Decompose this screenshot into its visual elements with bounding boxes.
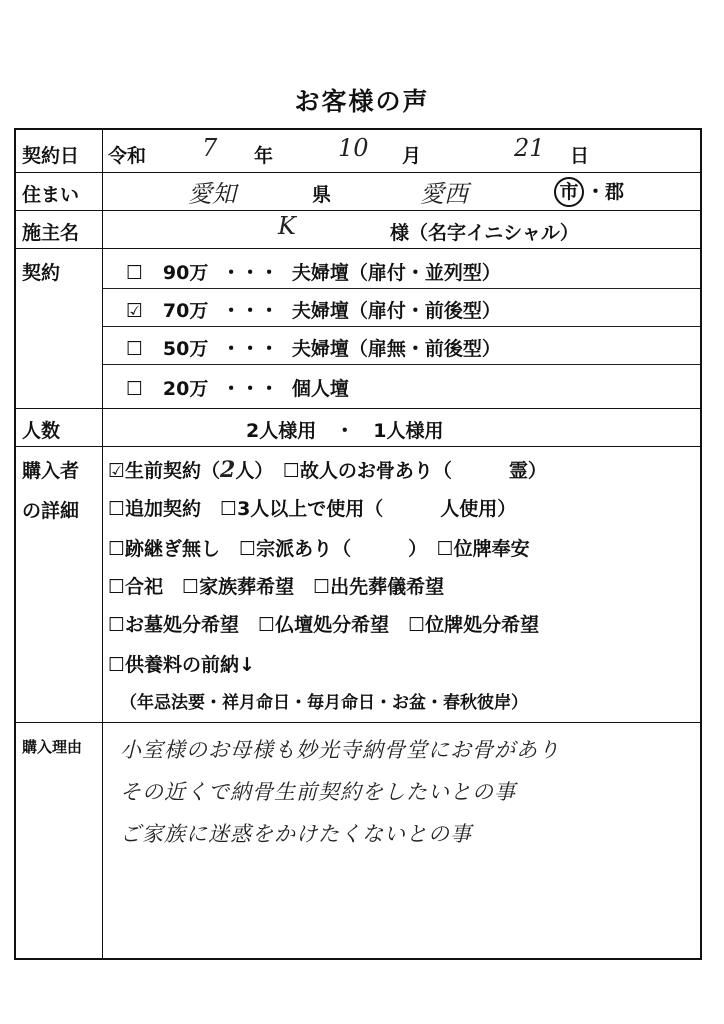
remains-option: 人） ☐故人のお骨あり（ 霊）: [235, 460, 547, 482]
owner-label: 施主名: [22, 222, 80, 244]
prefecture-unit: 県: [312, 184, 332, 206]
row-divider: [16, 446, 700, 447]
option-desc: 夫婦壇（扉無・前後型）: [291, 338, 501, 360]
option-price: 90万: [162, 262, 209, 284]
city-circled: 市: [554, 177, 584, 207]
label-column-divider: [102, 130, 103, 958]
city-district-choice: [554, 177, 624, 207]
checkbox-icon: ☐: [126, 378, 144, 400]
option-desc: 個人壇: [291, 378, 349, 400]
details-row-2: ☐追加契約 ☐3人以上で使用（ 人使用）: [108, 498, 517, 520]
day-handwritten: 21: [514, 134, 545, 162]
city-handwritten: 愛西: [420, 180, 468, 208]
buyer-details-label: 購入者: [22, 460, 80, 482]
option-divider: [102, 288, 700, 289]
year-unit: 年: [254, 145, 274, 167]
row-divider: [16, 408, 700, 409]
checkbox-icon: ☐: [126, 338, 144, 360]
reason-line: その近くで納骨生前契約をしたいとの事: [120, 780, 516, 804]
option-dots: ・・・: [221, 378, 279, 400]
survey-form: [14, 128, 702, 960]
row-divider: [16, 722, 700, 723]
row-divider: [16, 210, 700, 211]
option-desc: 夫婦壇（扉付・並列型）: [291, 262, 501, 284]
contract-label: 契約: [22, 262, 61, 284]
option-desc: 夫婦壇（扉付・前後型）: [291, 300, 501, 322]
people-options: 2人様用 ・ 1人様用: [246, 420, 444, 442]
option-price: 20万: [162, 378, 209, 400]
contract-option-90: [126, 258, 501, 285]
day-unit: 日: [570, 145, 590, 167]
row-divider: [16, 172, 700, 173]
pre-contract-option: ☑生前契約（: [108, 460, 221, 482]
details-row-6: ☐供養料の前納↓: [108, 654, 255, 676]
month-handwritten: 10: [338, 134, 369, 162]
reason-label: 購入理由: [22, 738, 83, 756]
era-name: 令和: [108, 145, 147, 167]
month-unit: 月: [402, 145, 422, 167]
option-dots: ・・・: [221, 262, 279, 284]
contract-option-50: [126, 334, 501, 361]
contract-option-20: [126, 374, 349, 401]
option-divider: [102, 326, 700, 327]
option-price: 70万: [162, 300, 209, 322]
reason-line: 小室様のお母様も妙光寺納骨堂にお骨があり: [120, 738, 560, 762]
owner-suffix: 様（名字イニシャル）: [390, 222, 579, 244]
page-title: お客様の声: [294, 87, 430, 116]
contract-option-70: [126, 296, 501, 323]
reason-line: ご家族に迷惑をかけたくないとの事: [120, 822, 472, 846]
prefecture-handwritten: 愛知: [188, 180, 236, 208]
option-dots: ・・・: [221, 338, 279, 360]
details-row-5: ☐お墓処分希望 ☐仏壇処分希望 ☐位牌処分希望: [108, 614, 540, 636]
details-row-1: [108, 456, 547, 483]
option-price: 50万: [162, 338, 209, 360]
contract-date-label: 契約日: [22, 145, 80, 167]
option-dots: ・・・: [221, 300, 279, 322]
checkbox-icon: ☐: [126, 262, 144, 284]
buyer-details-label-2: の詳細: [22, 500, 80, 522]
year-handwritten: 7: [202, 134, 218, 162]
district-unit: ・郡: [586, 181, 625, 203]
pre-contract-count-handwritten: 2: [220, 457, 236, 483]
option-divider: [102, 364, 700, 365]
checked-box-icon: ☑: [126, 300, 144, 322]
details-row-3: ☐跡継ぎ無し ☐宗派あり（ ） ☐位牌奉安: [108, 538, 530, 560]
details-row-4: ☐合祀 ☐家族葬希望 ☐出先葬儀希望: [108, 576, 445, 598]
details-row-7: （年忌法要・祥月命日・毎月命日・お盆・春秋彼岸）: [120, 693, 528, 713]
address-label: 住まい: [22, 184, 80, 206]
owner-initial-handwritten: K: [278, 212, 296, 240]
people-label: 人数: [22, 420, 61, 442]
row-divider: [16, 248, 700, 249]
